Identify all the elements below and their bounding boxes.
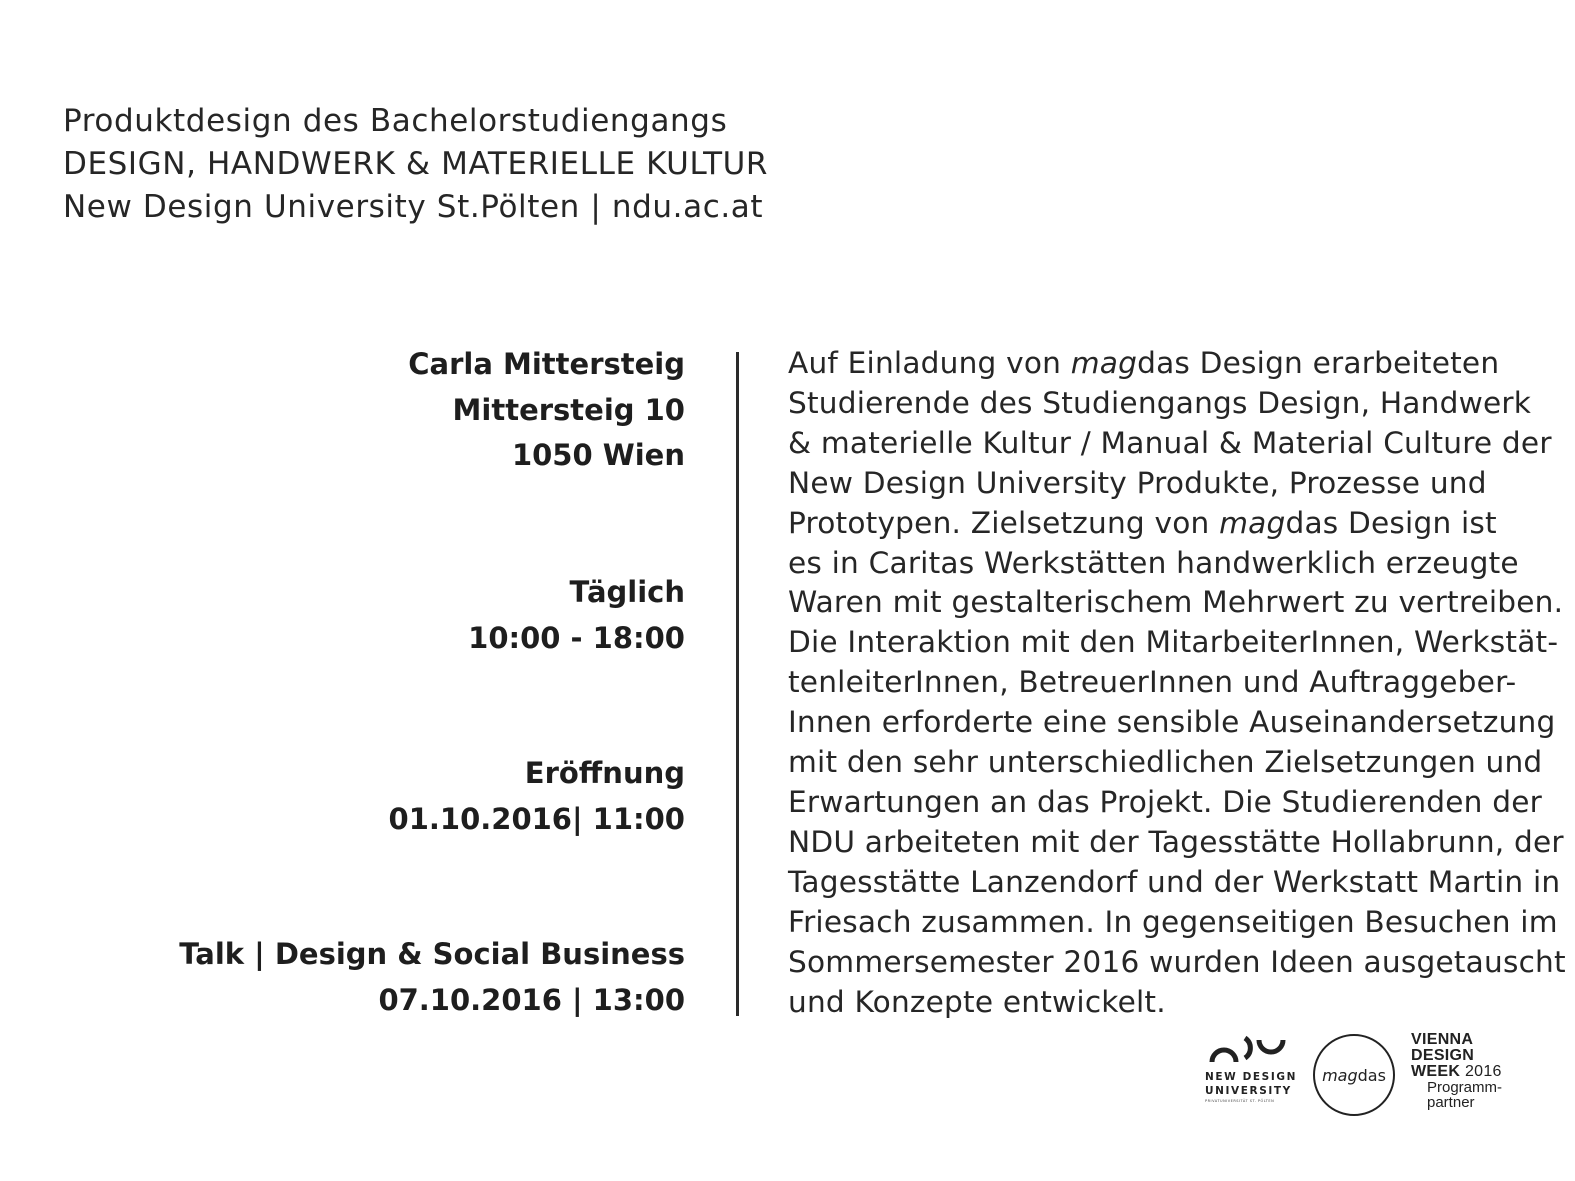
opening-label: Eröffnung <box>524 756 685 790</box>
location-block <box>150 342 685 479</box>
description-line: es in Caritas Werkstätten handwerklich erzeugte <box>788 545 1519 580</box>
description-line: Die Interaktion mit den MitarbeiterInnen, Werkstät- <box>788 625 1559 660</box>
description-line: Prototypen. Zielsetzung von magdas Design ist <box>788 505 1497 540</box>
location-name: Carla Mittersteig <box>408 347 685 381</box>
ndu-logo-subtitle: PRIVATUNIVERSITÄT ST. PÖLTEN <box>1205 1099 1275 1103</box>
magdas-mag-italic: mag <box>1070 346 1138 380</box>
magdas-logo: mag das <box>1313 1034 1395 1116</box>
opening-block <box>150 751 685 842</box>
magdas-mag-italic: mag <box>1219 505 1286 540</box>
description-line: & materielle Kultur / Manual & Material Culture der <box>788 425 1552 460</box>
description-line: Erwartungen an das Projekt. Die Studierenden der <box>788 784 1542 819</box>
location-street: Mittersteig 10 <box>452 392 685 427</box>
description-line: mit den sehr unterschiedlichen Zielsetzungen und <box>788 745 1543 780</box>
hours-block <box>150 570 685 661</box>
talk-label: Talk | Design & Social Business <box>179 937 685 971</box>
description-line: Auf Einladung von magdas Design erarbeiteten <box>788 346 1500 380</box>
header-line-university: New Design University St.Pölten | ndu.ac.at <box>63 189 764 225</box>
opening-datetime: 01.10.2016| 11:00 <box>388 801 685 836</box>
description-text <box>788 344 1566 1022</box>
partner-logos <box>1205 1030 1545 1130</box>
hours-label: Täglich <box>569 575 685 609</box>
description-line: Waren mit gestalterischem Mehrwert zu vertreiben. <box>788 585 1564 620</box>
vertical-divider <box>736 352 739 1016</box>
description-line: Friesach zusammen. In gegenseitigen Besuchen im <box>788 904 1558 939</box>
vienna-design-week-logo: VIENNA DESIGN WEEK 2016 Programm- partner <box>1411 1031 1503 1111</box>
description-line: und Konzepte entwickelt. <box>788 984 1166 1019</box>
ndu-logo-text: NEW DESIGN UNIVERSITY <box>1205 1071 1297 1097</box>
ndu-mark-icon <box>1205 1032 1289 1066</box>
description-line: Sommersemester 2016 wurden Ideen ausgetauscht <box>788 944 1566 979</box>
description-line: tenleiterInnen, BetreuerInnen und Auftraggeber- <box>788 665 1517 700</box>
description-line: Studierende des Studiengangs Design, Handwerk <box>788 385 1532 420</box>
header <box>63 100 768 229</box>
hours-time: 10:00 - 18:00 <box>468 620 685 655</box>
header-line-course: DESIGN, HANDWERK & MATERIELLE KULTUR <box>63 146 769 182</box>
talk-block <box>150 932 685 1023</box>
location-city: 1050 Wien <box>511 438 685 472</box>
description-line: Innen erforderte eine sensible Auseinandersetzung <box>788 705 1556 740</box>
talk-datetime: 07.10.2016 | 13:00 <box>378 982 685 1017</box>
ndu-logo <box>1205 1032 1303 1103</box>
description-line: NDU arbeiteten mit der Tagesstätte Hollabrunn, der <box>788 824 1564 859</box>
description-line: New Design University Produkte, Prozesse und <box>788 465 1487 500</box>
header-line-program: Produktdesign des Bachelorstudiengangs <box>63 103 728 139</box>
description-line: Tagesstätte Lanzendorf und der Werkstatt Martin in <box>788 864 1561 899</box>
